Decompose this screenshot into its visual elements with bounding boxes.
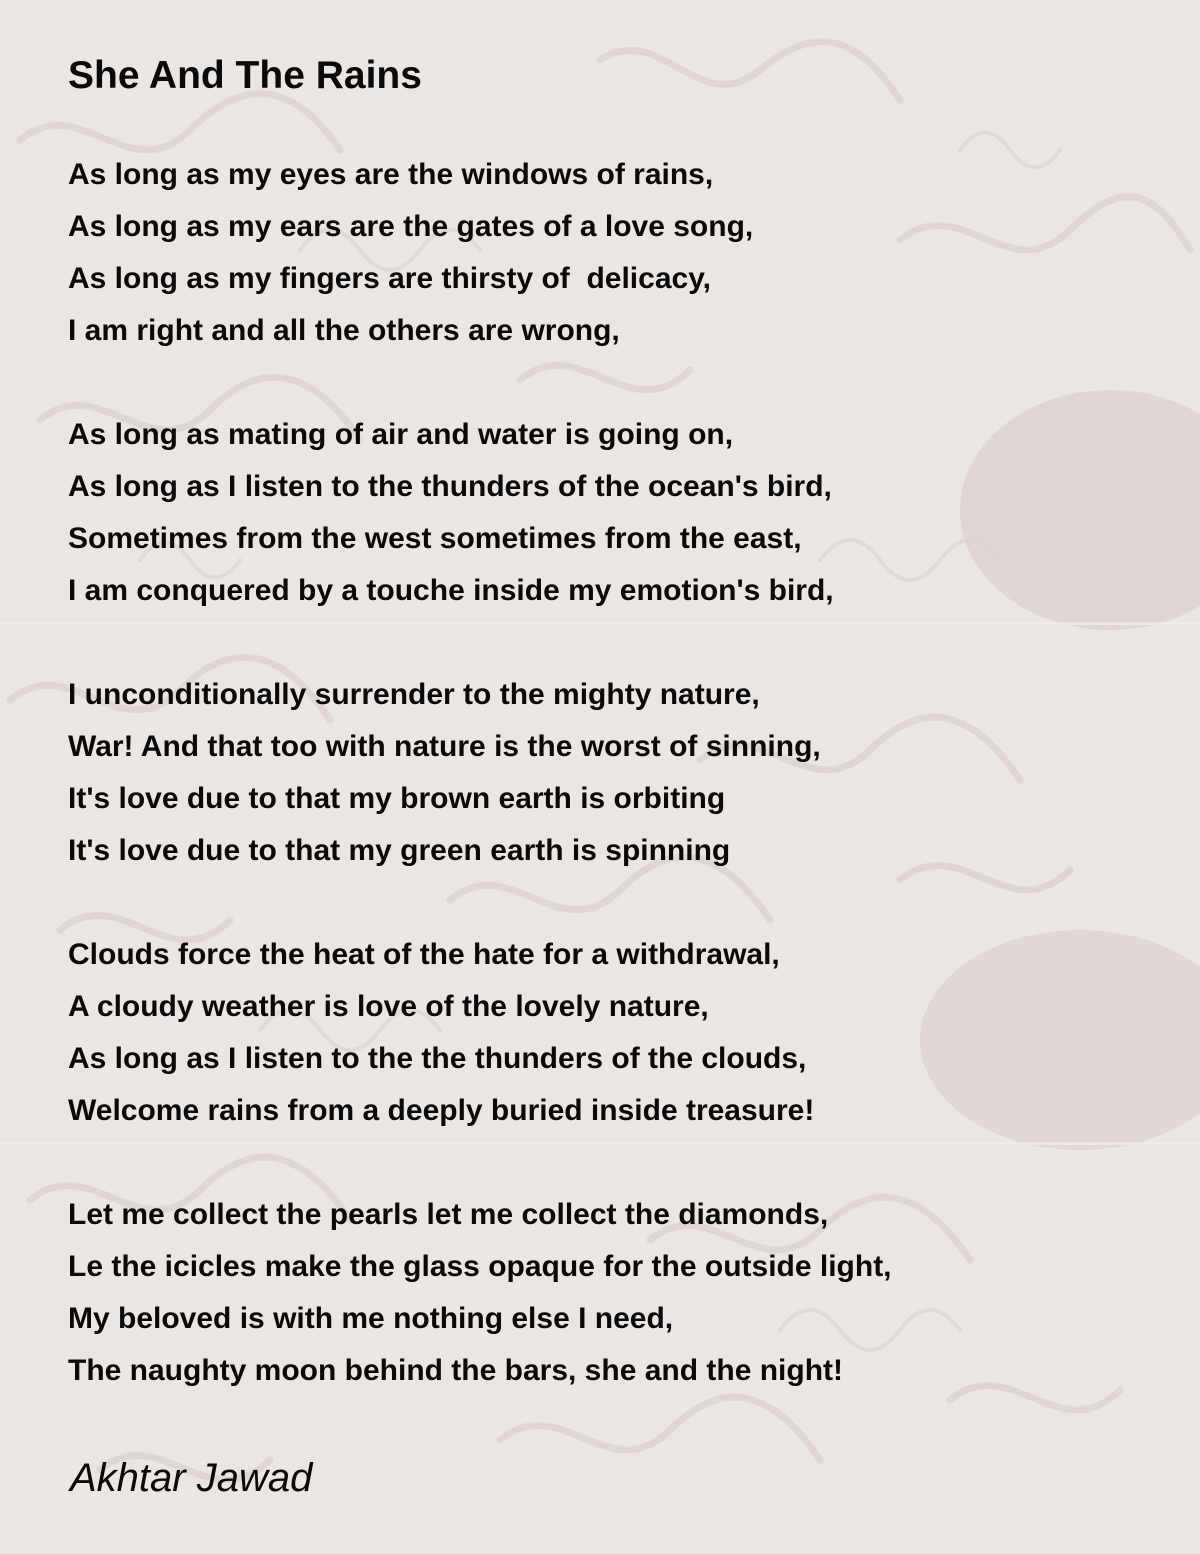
verse-line: As long as my eyes are the windows of rains, xyxy=(68,158,714,191)
poem-title: She And The Rains xyxy=(68,54,422,97)
verse-line: As long as my ears are the gates of a love song, xyxy=(68,210,754,243)
verse-line: Welcome rains from a deeply buried inside treasure! xyxy=(68,1094,815,1127)
verse-line: Sometimes from the west sometimes from the east, xyxy=(68,522,802,555)
verse-line: I unconditionally surrender to the mighty nature, xyxy=(68,678,760,711)
verse-line: It's love due to that my green earth is spinning xyxy=(68,834,731,867)
stanza-5 xyxy=(68,1189,1168,1397)
stanza-4 xyxy=(68,929,1168,1137)
verse-line: As long as mating of air and water is going on, xyxy=(68,418,734,451)
stanza-1 xyxy=(68,149,1168,357)
verse-line: I am conquered by a touche inside my emotion's bird, xyxy=(68,574,834,607)
verse-line: A cloudy weather is love of the lovely nature, xyxy=(68,990,709,1023)
verse-line: As long as my fingers are thirsty of delicacy, xyxy=(68,262,711,295)
verse-line: As long as I listen to the thunders of the ocean's bird, xyxy=(68,470,832,503)
verse-line: Clouds force the heat of the hate for a withdrawal, xyxy=(68,938,780,971)
verse-line: War! And that too with nature is the worst of sinning, xyxy=(68,730,821,763)
stanza-3 xyxy=(68,669,1168,877)
verse-line: Let me collect the pearls let me collect the diamonds, xyxy=(68,1198,829,1231)
verse-line: I am right and all the others are wrong, xyxy=(68,314,620,347)
poem-author: Akhtar Jawad xyxy=(70,1456,313,1500)
verse-line: My beloved is with me nothing else I need, xyxy=(68,1302,674,1335)
verse-line: It's love due to that my brown earth is orbiting xyxy=(68,782,726,815)
verse-line: Le the icicles make the glass opaque for the outside light, xyxy=(68,1250,892,1283)
stanza-2 xyxy=(68,409,1168,617)
verse-line: As long as I listen to the the thunders of the clouds, xyxy=(68,1042,807,1075)
verse-line: The naughty moon behind the bars, she and the night! xyxy=(68,1354,844,1387)
